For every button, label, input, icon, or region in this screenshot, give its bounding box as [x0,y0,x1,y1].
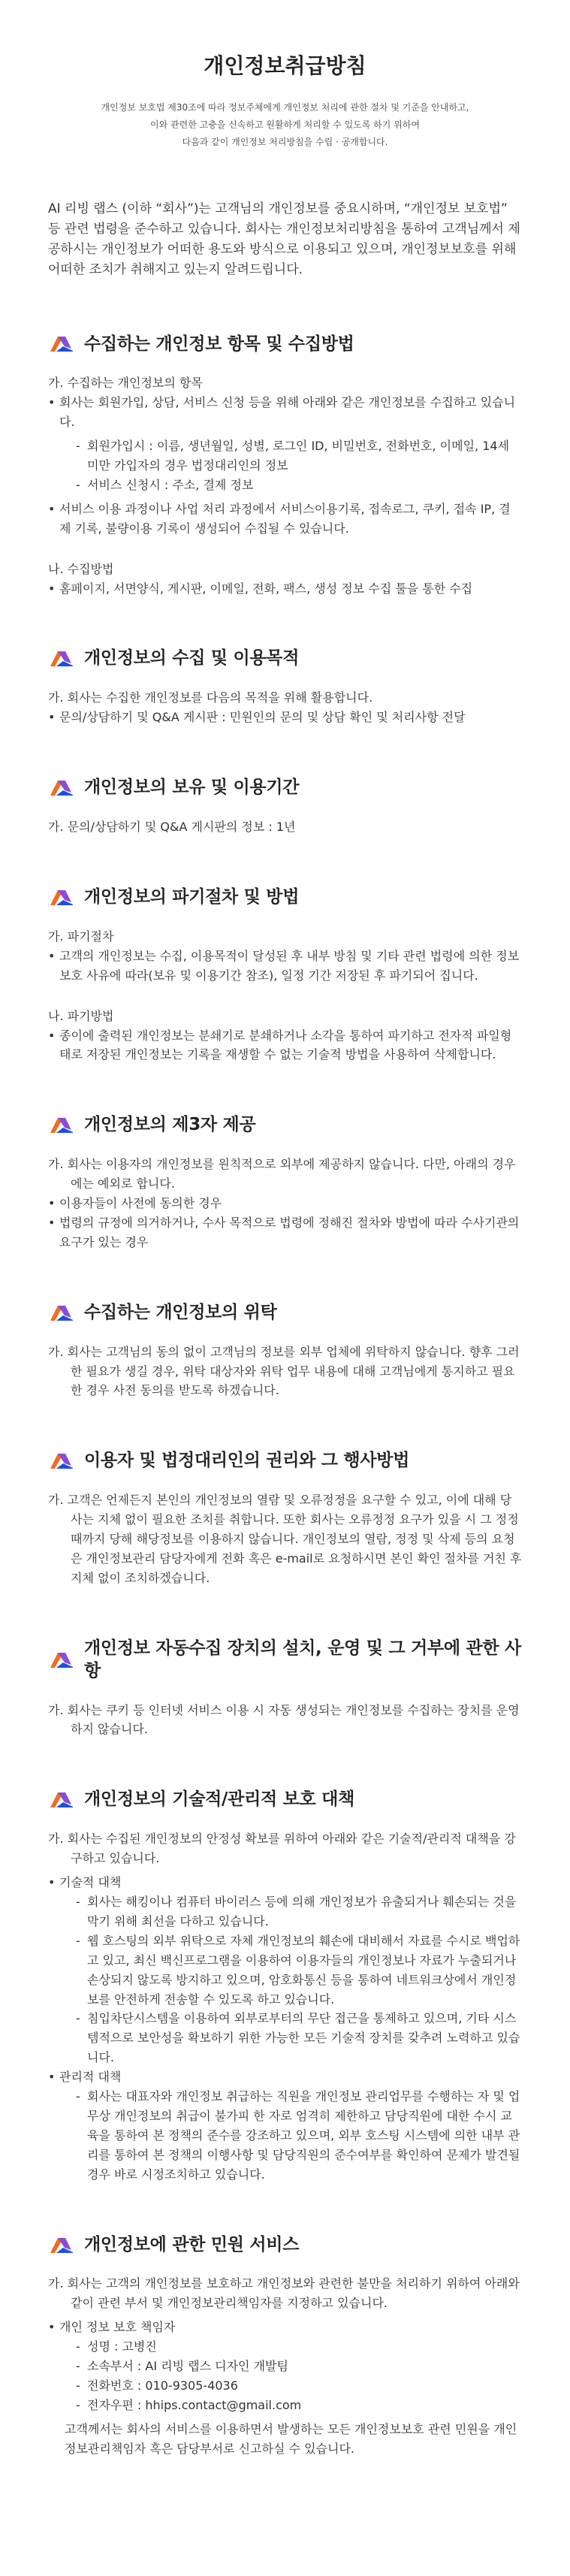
list-item: • 홈페이지, 서면양식, 게시판, 이메일, 전화, 팩스, 생성 정보 수집 툴을 통한 수집 [48,579,522,599]
list-item: - 회사는 대표자와 개인정보 취급하는 직원을 개인정보 관리업무를 수행하는 자 및 업무상 개인정보의 취급이 불가피 한 자로 엄격히 제한하고 담당직원에 대한 수시 교육을 통하여 본 정책의 준수를 강조하고 있으며, 외부 호스팅 시스템에 의한 내부 관리를 통하여 본 정책의 이행사항 및 담당직원의 준수여부를 확인하여 문제가 발견될 경우 바로 시정조치하고 있습니다. [76,2087,522,2185]
subsection-label: 나. 수집방법 [48,561,114,576]
subtitle-line: 이와 관련한 고충을 신속하고 원활하게 처리할 수 있도록 하기 위하여 [150,119,420,131]
subsection [48,1490,522,1588]
section-header [48,777,522,799]
section-header [48,1114,522,1137]
subsection-items [48,373,522,538]
section-header [48,1302,522,1324]
subsection [48,1701,522,1740]
ai-logo-icon [48,1303,77,1323]
section-cookies [48,1638,522,1740]
list-item-technical: • 기술적 대책 - 회사는 해킹이나 컴퓨터 바이러스 등에 의해 개인정보가 유출되거나 훼손되는 것을 막기 위해 최선을 다하고 있습니다. - 웹 호스팅의 외부 위탁으로 자체 개인정보의 훼손에 대비해서 자료를 수시로 백업하고 있고, 최신 백신프로그램을 이용하여 이용자들의 개인정보나 자료가 누출되거나 손상되지 않도록 방지하고 있으며, 암호화통신 등을 통하여 네트워크상에서 개인정보를 안전하게 전송할 수 있도록 하고 있습니다. - 침입차단시스템을 이용하여 외부로부터의 무단 접근을 통제하고 있으며, 기타 시스템적으로 보안성을 확보하기 위한 가능한 모든 기술적 장치를 갖추려 노력하고 있습니다. [48,1873,522,2067]
subsection-label: 가. 수집하는 개인정보의 항목 [48,376,203,391]
section-title: 개인정보의 제3자 제공 [84,1115,256,1135]
list-item: - 서비스 신청시 : 주소, 결제 정보 [76,476,522,495]
section-title: 개인정보 자동수집 장치의 설치, 운영 및 그 거부에 관한 사항 [84,1638,521,1681]
ai-logo-icon [48,888,77,907]
section-consignment [48,1302,522,1401]
ai-logo-icon [48,1451,77,1471]
list-item: - 침입차단시스템을 이용하여 외부로부터의 무단 접근을 통제하고 있으며, 기타 시스템적으로 보안성을 확보하기 위한 가능한 모든 기술적 장치를 갖추려 노력하고 있습니다. [76,2009,522,2067]
section-header [48,2234,522,2257]
subsection [48,1342,522,1401]
section-header [48,648,522,670]
section-title: 개인정보의 기술적/관리적 보호 대책 [84,1789,354,1810]
officer-phone: - 전화번호 : 010-9305-4036 [76,2376,522,2396]
ai-logo-icon [48,649,77,669]
section-header [48,1638,522,1683]
subsection-text: 가. 회사는 수집한 개인정보를 다음의 목적을 위해 활용합니다. [48,690,373,705]
subsection [48,2274,522,2458]
list-item: • 종이에 출력된 개인정보는 분쇄기로 분쇄하거나 소각을 통하여 파기하고 전자적 파일형태로 저장된 개인정보는 기록을 재생할 수 없는 기술적 방법을 사용하여 삭제합니다. [48,1026,522,1065]
subtitle-line: 개인정보 보호법 제30조에 따라 정보주체에게 개인정보 처리에 관한 절차 및 기준을 안내하고, [101,102,469,113]
subsection [48,817,522,837]
subsection [48,1829,522,2184]
section-header [48,334,522,356]
section-purpose [48,648,522,727]
closing-paragraph: 고객께서는 회사의 서비스를 이용하면서 발생하는 모든 개인정보보호 관련 민원을 개인정보관리책임자 혹은 담당부서로 신고하실 수 있습니다. [65,2421,517,2456]
subsection [48,1155,522,1252]
ai-logo-icon [48,1116,77,1135]
subsection-label: 나. 파기방법 [48,1008,114,1023]
list-item: • 고객의 개인정보는 수집, 이용목적이 달성된 후 내부 방침 및 기타 관련 법령에 의한 정보 보호 사유에 따라(보유 및 이용기간 참조), 일정 기간 저장된 후 파기되어 집니다. [48,947,522,986]
section-title: 개인정보에 관한 민원 서비스 [84,2234,300,2254]
section-protection-measures [48,1789,522,2184]
section-retention [48,777,522,837]
subsection-text: 가. 회사는 이용자의 개인정보를 원칙적으로 외부에 제공하지 않습니다. 다만, 아래의 경우에는 예외로 합니다. [48,1157,516,1191]
subsection-method [48,560,522,599]
subsection-text: 가. 회사는 쿠키 등 인터넷 서비스 이용 시 자동 생성되는 개인정보를 수집하는 장치를 운영하지 않습니다. [48,1702,520,1737]
subsection-text: 가. 고객은 언제든지 본인의 개인정보의 열람 및 오류정정을 요구할 수 있고, 이에 대해 당사는 지체 없이 필요한 조치를 취합니다. 또한 회사는 오류정정 요구가 있을 시 그 정정 때까지 당해 해당정보를 이용하지 않습니다. 개인정보의 열람, 정정 및 삭제 등의 요청은 개인정보관리 담당자에게 전화 혹은 e-mail로 요청하시면 본인 확인 절차를 거친 후 지체 없이 조치하겠습니다. [48,1493,522,1585]
list-item: - 회사는 해킹이나 컴퓨터 바이러스 등에 의해 개인정보가 유출되거나 훼손되는 것을 막기 위해 최선을 다하고 있습니다. [76,1892,522,1931]
list-item: • 서비스 이용 과정이나 사업 처리 과정에서 서비스이용기록, 접속로그, 쿠키, 접속 IP, 결제 기록, 불량이용 기록이 생성되어 수집될 수 있습니다. [48,500,522,539]
ai-logo-icon [48,1790,77,1810]
list-item: • 회사는 회원가입, 상담, 서비스 신청 등을 위해 아래와 같은 개인정보를 수집하고 있습니다. - 회원가입시 : 이름, 생년월일, 성별, 로그인 ID, 비밀번호, 전화번호, 이메일, 14세 미만 가입자의 경우 법정대리인의 정보 - 서비스 신청시 : 주소, 결제 정보 [48,393,522,495]
section-destruction [48,886,522,1065]
section-third-party [48,1114,522,1252]
ai-logo-icon [48,334,77,354]
page-subtitle [48,99,522,150]
ai-logo-icon [48,2236,77,2255]
subsection-text: 가. 회사는 고객의 개인정보를 보호하고 개인정보와 관련한 불만을 처리하기 위하여 아래와 같이 관련 부서 및 개인정보관리책임자를 지정하고 있습니다. [48,2276,520,2311]
section-user-rights [48,1450,522,1587]
section-collected-items [48,334,522,599]
subsection [48,688,522,727]
list-item: - 웹 호스팅의 외부 위탁으로 자체 개인정보의 훼손에 대비해서 자료를 수시로 백업하고 있고, 최신 백신프로그램을 이용하여 이용자들의 개인정보나 자료가 누출되거나 손상되지 않도록 방지하고 있으며, 암호화통신 등을 통하여 네트워크상에서 개인정보를 안전하게 전송할 수 있도록 하고 있습니다. [76,1931,522,2010]
section-title: 수집하는 개인정보 항목 및 수집방법 [84,334,354,354]
section-title: 개인정보의 수집 및 이용목적 [84,648,300,669]
list-item: • 이용자들이 사전에 동의한 경우 [48,1194,522,1213]
list-item: • 문의/상담하기 및 Q&A 게시판 : 민원인의 문의 및 상담 확인 및 처리사항 전달 [48,708,522,727]
subtitle-line: 다음과 같이 개인정보 처리방침을 수립 · 공개합니다. [182,136,388,147]
list-item: • 법령의 규정에 의거하거나, 수사 목적으로 법령에 정해진 절차와 방법에 따라 수사기관의 요구가 있는 경우 [48,1213,522,1252]
section-title: 개인정보의 파기절차 및 방법 [84,886,300,907]
subsection-text: 가. 문의/상담하기 및 Q&A 게시판의 정보 : 1년 [48,820,296,835]
section-header [48,886,522,909]
ai-logo-icon [48,778,77,798]
subsection-procedure [48,927,522,986]
officer-department: - 소속부서 : AI 리빙 랩스 디자인 개발팀 [76,2357,522,2376]
list-item-managerial: • 관리적 대책 - 회사는 대표자와 개인정보 취급하는 직원을 개인정보 관리업무를 수행하는 자 및 업무상 개인정보의 취급이 불가피 한 자로 엄격히 제한하고 담당직원에 대한 수시 교육을 통하여 본 정책의 준수를 강조하고 있으며, 외부 호스팅 시스템에 의한 내부 관리를 통하여 본 정책의 이행사항 및 담당직원의 준수여부를 확인하여 문제가 발견될 경우 바로 시정조치하고 있습니다. [48,2067,522,2184]
intro-paragraph: AI 리빙 랩스 (이하 “회사”)는 고객님의 개인정보를 중요시하며, “개인정보 보호법” 등 관련 법령을 준수하고 있습니다. 회사는 개인정보처리방침을 통하여 고객님께서 제공하시는 개인정보가 어떠한 용도와 방식으로 이용되고 있으며, 개인정보보호를 위해 어떠한 조치가 취해지고 있는지 알려드립니다. [48,201,520,278]
officer-email: - 전자우편 : hhips.contact@gmail.com [76,2396,522,2415]
section-header [48,1789,522,1811]
list-item: - 회원가입시 : 이름, 생년월일, 성별, 로그인 ID, 비밀번호, 전화번호, 이메일, 14세 미만 가입자의 경우 법정대리인의 정보 [76,436,522,476]
section-title: 이용자 및 법정대리인의 권리와 그 행사방법 [84,1451,410,1471]
page-title: 개인정보취급방침 [204,53,366,78]
ai-logo-icon [48,1650,77,1670]
subsection-method [48,1007,522,1065]
officer-name: - 성명 : 고병진 [76,2337,522,2357]
subsection-label: 가. 파기절차 [48,929,114,944]
section-header [48,1450,522,1472]
subsection-text: 가. 회사는 고객님의 동의 없이 고객님의 정보를 외부 업체에 위탁하지 않습니다. 향후 그러한 필요가 생길 경우, 위탁 대상자와 위탁 업무 내용에 대해 고객님에게 통지하고 필요한 경우 사전 동의를 받도록 하겠습니다. [48,1344,520,1398]
subsection-text: 가. 회사는 수집된 개인정보의 안정성 확보를 위하여 아래와 같은 기술적/관리적 대책을 강구하고 있습니다. [48,1832,516,1866]
list-item-officer: • 개인 정보 보호 책임자 - 성명 : 고병진 - 소속부서 : AI 리빙 랩스 디자인 개발팀 - 전화번호 : 010-9305-4036 - 전자우편 : hhips.contact@gmail.com [48,2318,522,2415]
section-title: 수집하는 개인정보의 위탁 [84,1302,277,1322]
section-title: 개인정보의 보유 및 이용기간 [84,778,300,798]
section-complaints [48,2234,522,2459]
